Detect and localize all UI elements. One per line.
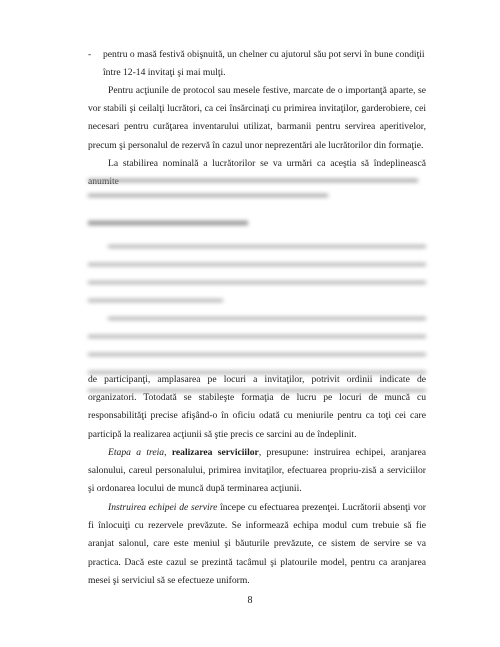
bullet-text: pentru o masă festivă obişnuită, un chelner cu ajutorul său pot servi în bune condiţii între 12-14 invitaţi şi mai mulţi.: [103, 49, 425, 79]
page-number: 8: [247, 595, 253, 606]
team-instruction-text: începe cu efectuarea prezenţei. Lucrătorii absenţi vor fi înlocuiţi cu rezervele prevăzute. Se informează echipa modul cum trebuie să fie aranjat salonul, care este meniul şi băuturile prevăzute, ce sistem de servire se va practica. Dacă este cazul se prezintă tacâmul şi platourile model, pentru ca aranjarea mesei şi serviciul să se efectueze uniform.: [88, 502, 426, 586]
paragraph-5: [88, 499, 426, 590]
stage-three-label: Etapa a treia: [108, 447, 165, 458]
paragraph-4: Etapa a treia, realizarea serviciilor, presupune: instruirea echipei, aranjarea salonului, careul personalului, primirea invitaţilor, efectuarea propriu-zisă a serviciilor şi ordonarea locului de muncă după terminarea acţiunii.: [88, 447, 427, 495]
paragraph-2: La stabilirea nominală a lucrătorilor se va urmări ca aceştia să îndeplinească: [108, 158, 426, 169]
team-instruction-label: Instruirea echipei de servire: [108, 502, 218, 513]
paragraph-stage-three: [88, 444, 426, 499]
service-execution-label: realizarea serviciilor: [171, 447, 259, 458]
paragraph-protocol-staff: [88, 82, 426, 155]
stage-three-text: , presupune: instruirea echipei, aranjarea salonului, careul personalului, primirea invitaţilor, efectuarea propriu-zisă a serviciilor şi ordonarea locului de muncă după terminarea acţiunii.: [88, 447, 427, 495]
bullet-dash: -: [88, 49, 92, 60]
paragraph-3-end: de participanţi, amplasarea pe locuri a invitaţilor, potrivit ordinii indicate de organizatori. Totodată se stabileşte formaţia de lucru pe locuri de muncă cu responsabilităţi precise afişând-o în oficiu odată cu meniurile pentru ca toţi cei care participă la realizarea acţiunii să ştie precis ce sarcini au de îndeplinit.: [88, 374, 426, 440]
blurred-text-block-1: [88, 173, 426, 205]
paragraph-team-instruction: [88, 499, 426, 590]
paragraph-seating-and-roles: [88, 371, 426, 444]
paragraph-1: Pentru acţiunile de protocol sau mesele festive, marcate de o importanţă aparte, se vor stabili şi ceilalţi lucrători, ca cei însărcinaţi cu primirea invitaţilor, garderobiere, cei necesari pentru curăţarea inventarului utilizat, barmanii pentru servirea aperitivelor, precum şi personalul de rezervă în cazul unor neprezentări ale lucrătorilor din formaţie.: [88, 85, 426, 151]
bullet-item: [88, 46, 426, 82]
blurred-section-heading: [88, 217, 248, 229]
